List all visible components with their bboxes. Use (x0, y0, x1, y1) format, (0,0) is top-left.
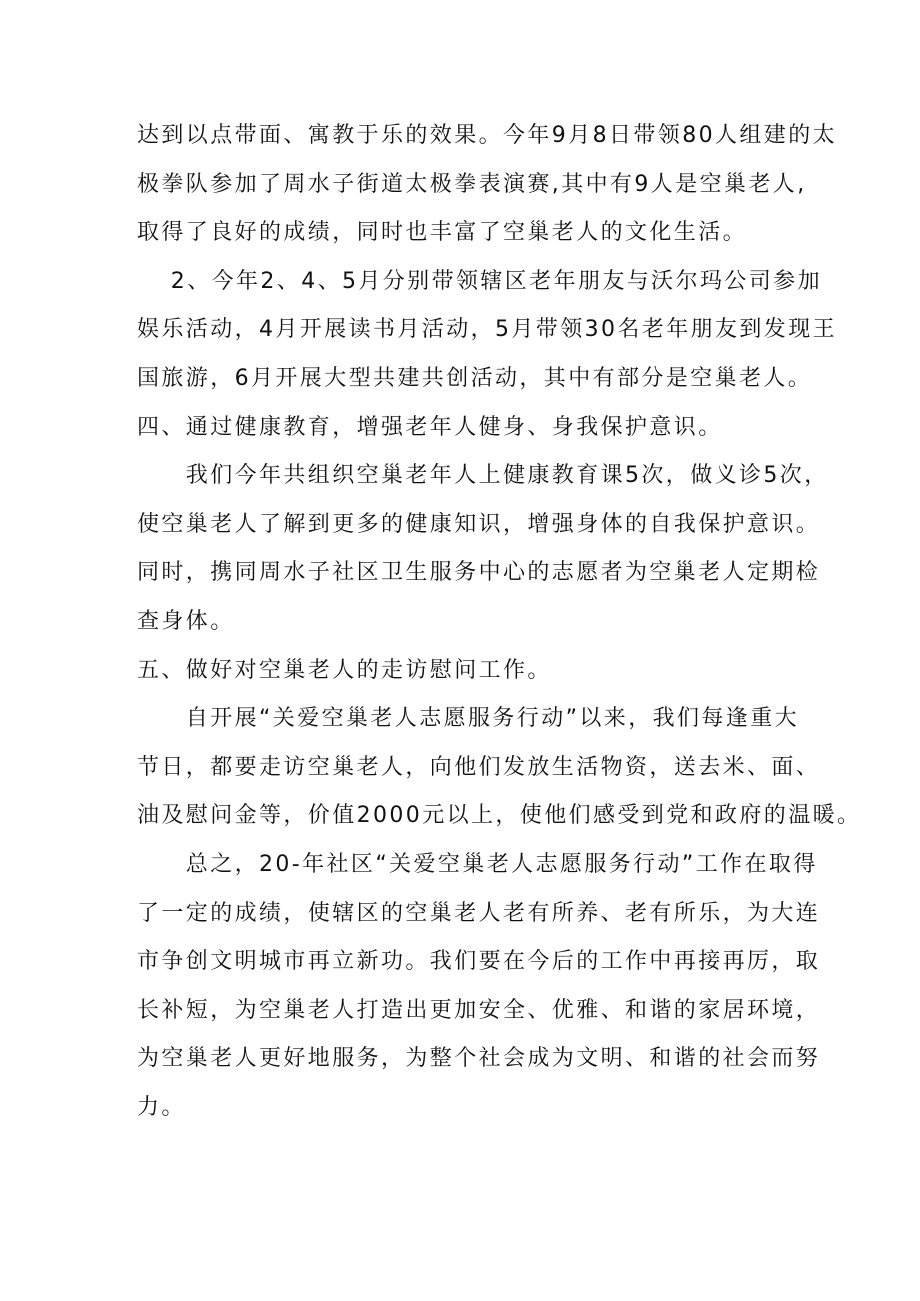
text-line: 总之，20-年社区“关爱空巢老人志愿服务行动”工作在取得 (137, 851, 818, 877)
text-line: 了一定的成绩，使辖区的空巢老人老有所养、老有所乐，为大连 (137, 900, 821, 926)
section-heading: 五、做好对空巢老人的走访慰问工作。 (137, 657, 552, 683)
text-line: 同时，携同周水子社区卫生服务中心的志愿者为空巢老人定期检 (137, 560, 821, 586)
text-line: 达到以点带面、寓教于乐的效果。今年9月8日带领80人组建的太 (137, 123, 837, 148)
section-heading: 四、通过健康教育，增强老年人健身、身我保护意识。 (137, 414, 723, 440)
text-line: 我们今年共组织空巢老年人上健康教育课5次，做义诊5次， (137, 463, 829, 489)
text-line: 市争创文明城市再立新功。我们要在今后的工作中再接再厉，取 (137, 949, 821, 975)
text-line: 使空巢老人了解到更多的健康知识，增强身体的自我保护意识。 (137, 511, 821, 537)
text-line: 长补短，为空巢老人打造出更加安全、优雅、和谐的家居环境， (137, 997, 821, 1023)
text-line: 娱乐活动，4月开展读书月活动，5月带领30名老年朋友到发现王 (137, 317, 837, 343)
text-line: 力。 (137, 1094, 186, 1120)
text-line: 查身体。 (137, 608, 235, 634)
text-line: 为空巢老人更好地服务，为整个社会成为文明、和谐的社会而努 (137, 1046, 821, 1072)
text-line: 油及慰问金等，价值2000元以上，使他们感受到党和政府的温暖。 (137, 803, 862, 829)
text-line: 极拳队参加了周水子街道太极拳表演赛,其中有9人是空巢老人, (137, 171, 807, 197)
document-body (137, 112, 862, 1132)
text-line: 取得了良好的成绩，同时也丰富了空巢老人的文化生活。 (137, 220, 748, 246)
text-line: 自开展“关爱空巢老人志愿服务行动”以来，我们每逢重大 (137, 706, 799, 732)
text-line: 节日，都要走访空巢老人，向他们发放生活物资，送去米、面、 (137, 754, 821, 780)
text-line: 国旅游，6月开展大型共建共创活动，其中有部分是空巢老人。 (137, 365, 813, 391)
text-line: 2、今年2、4、5月分别带领辖区老年朋友与沃尔玛公司参加 (137, 268, 822, 294)
